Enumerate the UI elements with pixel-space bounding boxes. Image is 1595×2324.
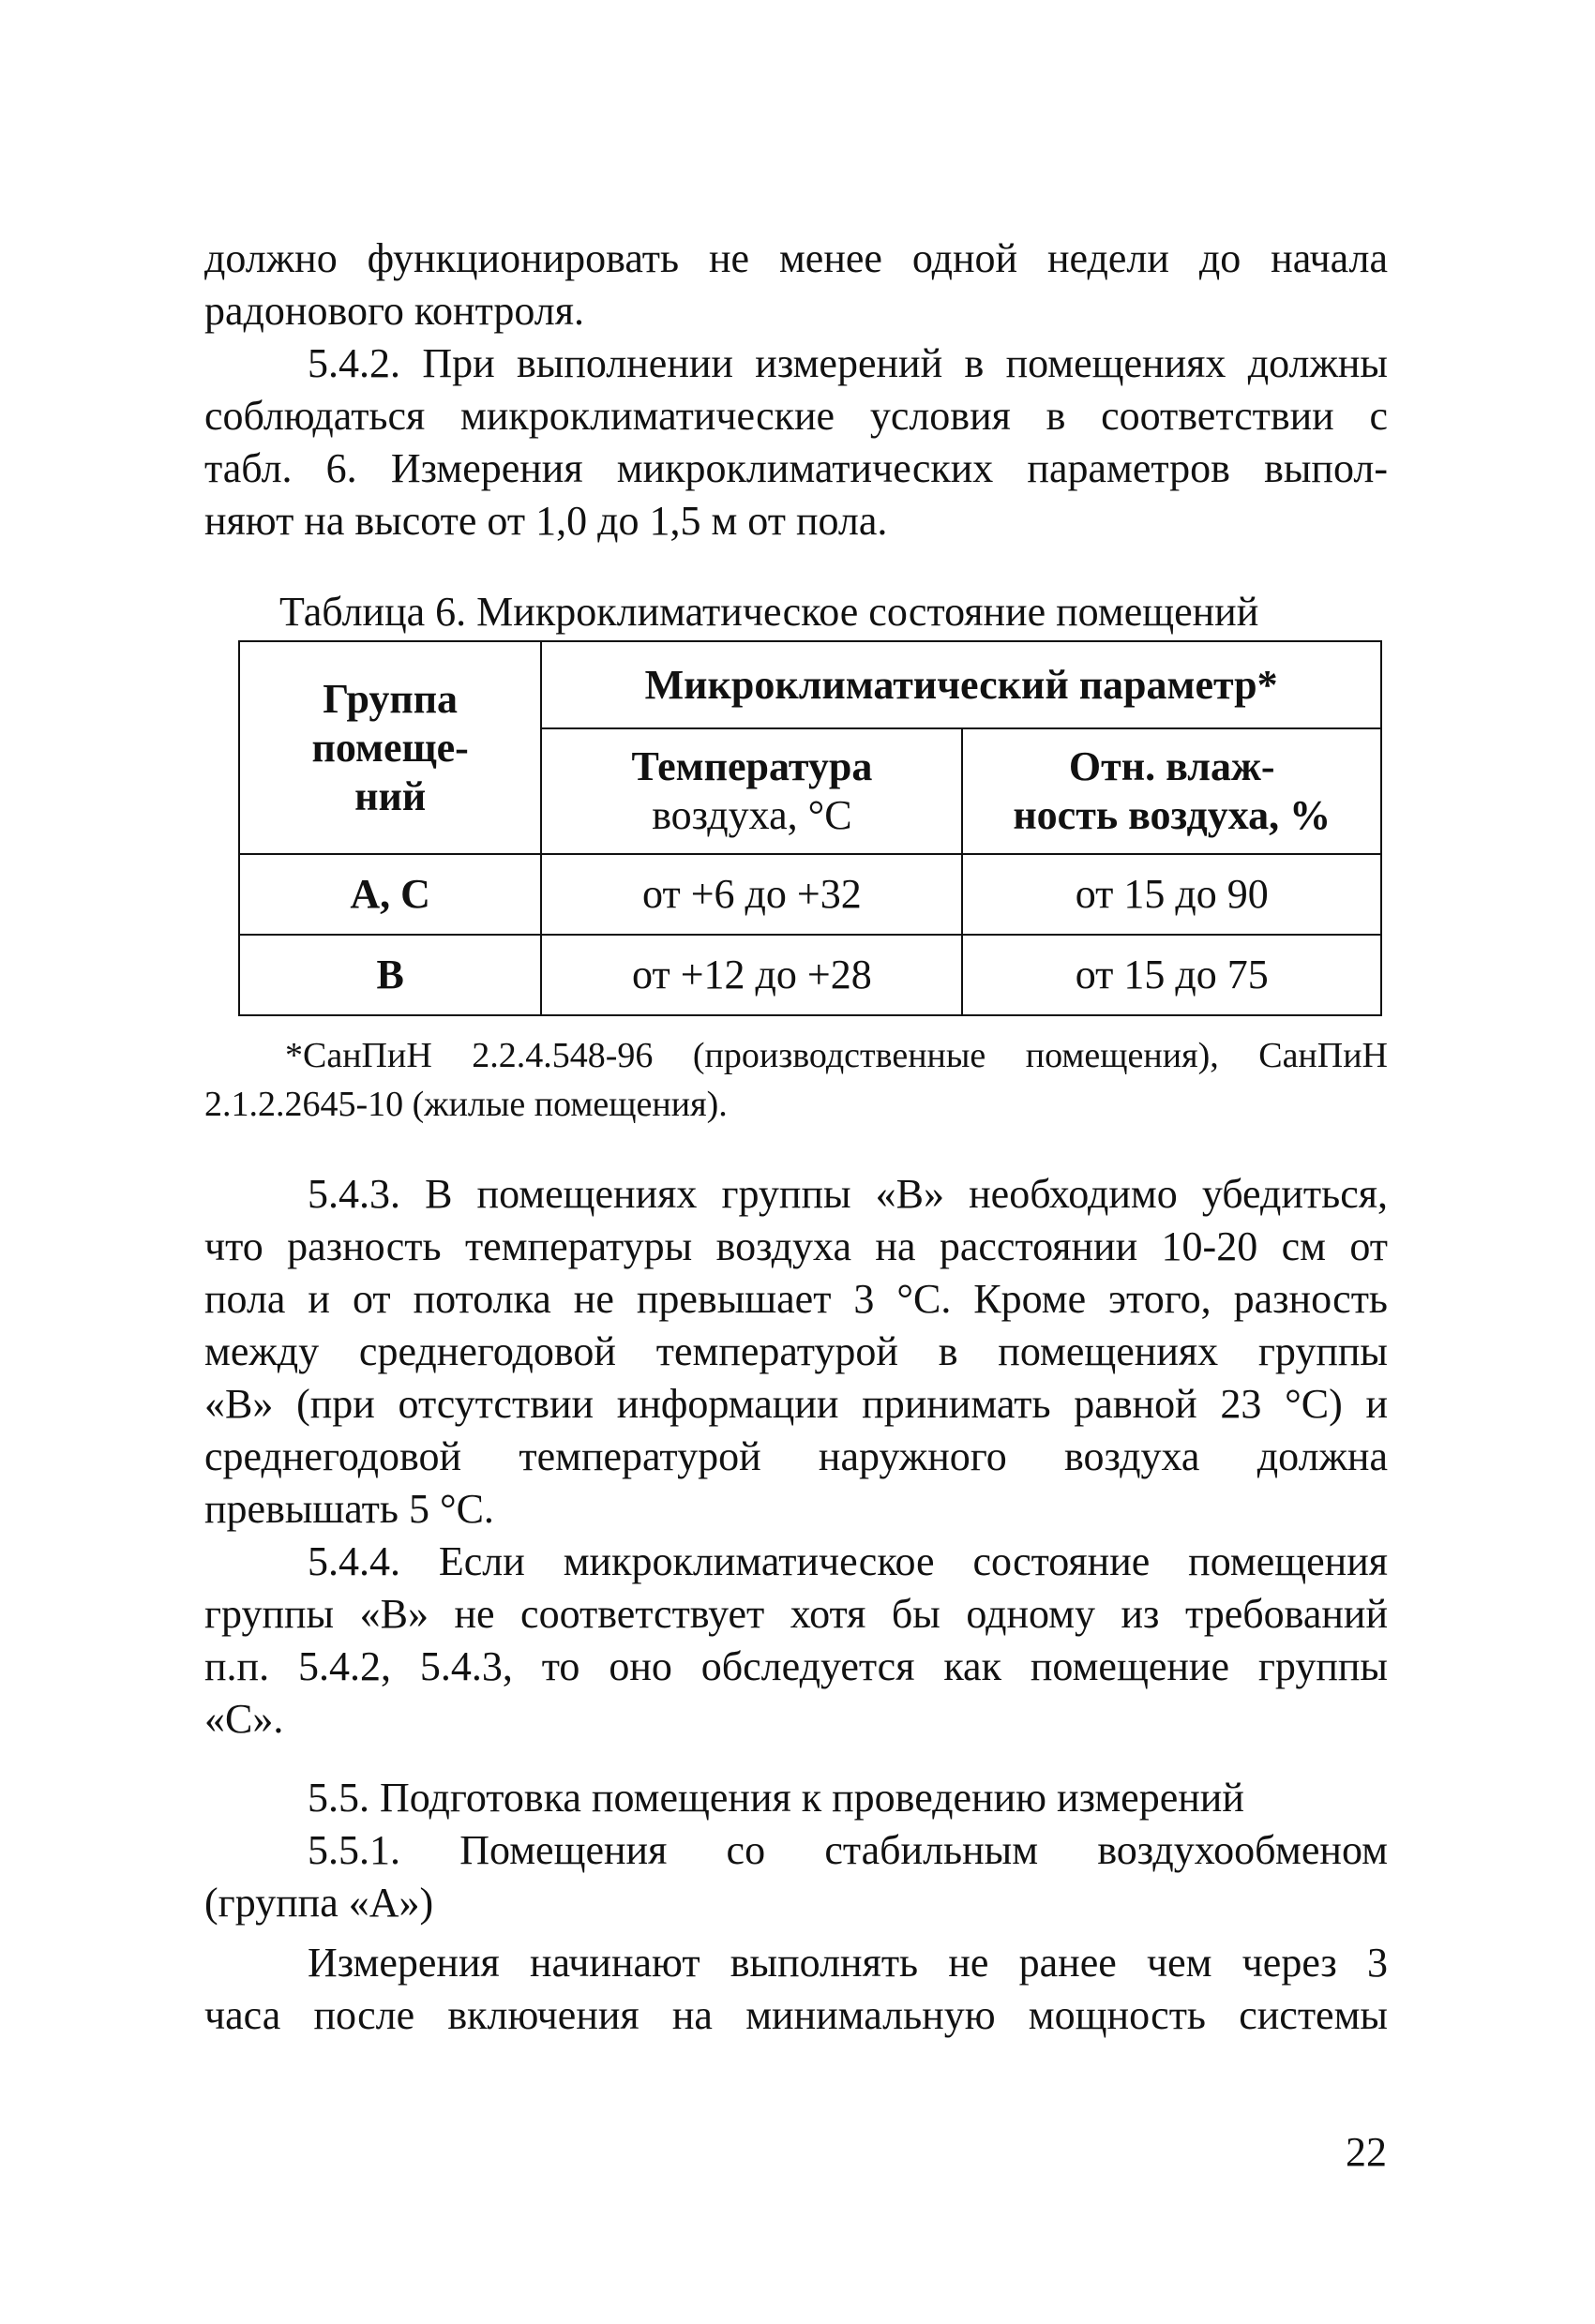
text-line: «В» (при отсутствии информации принимать равной 23 °С) и	[204, 1381, 1388, 1427]
paragraph-5-4-4	[204, 1536, 1388, 1746]
group-cell: А, С	[239, 854, 541, 935]
text-line: группы «В» не соответствует хотя бы одному из требований	[204, 1591, 1388, 1637]
table-header-row	[239, 641, 1381, 728]
text-line: среднегодовой температурой наружного воздуха должна	[204, 1433, 1388, 1479]
header-group-cell	[239, 641, 541, 854]
header-hum-line: Отн. влаж-	[1068, 743, 1275, 789]
text-line: «С».	[204, 1696, 284, 1742]
footnote-line: *СанПиН 2.2.4.548-96 (производственные помещения), СанПиН	[285, 1036, 1388, 1075]
header-temp-line: Температура	[631, 743, 873, 789]
text-line: что разность температуры воздуха на расстоянии 10-20 см от	[204, 1223, 1388, 1269]
text-line: 5.4.4. Если микроклиматическое состояние помещения	[308, 1538, 1388, 1584]
section-5-5	[204, 1772, 1388, 2042]
text-line: между среднегодовой температурой в помещениях группы	[204, 1328, 1388, 1374]
header-group-line: помеще-	[311, 724, 469, 771]
footnote-line: 2.1.2.2645-10 (жилые помещения).	[204, 1085, 728, 1124]
text-line: 5.4.2. При выполнении измерений в помещениях должны	[308, 340, 1388, 386]
text-line: няют на высоте от 1,0 до 1,5 м от пола.	[204, 498, 888, 544]
header-param-cell: Микроклиматический параметр*	[541, 641, 1381, 728]
hum-cell: от 15 до 75	[962, 935, 1381, 1015]
top-paragraph	[204, 232, 1388, 337]
page-number: 22	[1346, 2129, 1387, 2175]
header-temp-line: воздуха, °С	[652, 792, 852, 838]
group-cell: В	[239, 935, 541, 1015]
header-group-line: Группа	[323, 675, 459, 722]
microclimate-table	[238, 640, 1382, 1016]
text-line: радонового контроля.	[204, 288, 584, 334]
text-line: должно функционировать не менее одной недели до начала	[204, 235, 1388, 281]
paragraph-5-4-3	[204, 1168, 1388, 1536]
hum-cell: от 15 до 90	[962, 854, 1381, 935]
text-line: 5.5.1. Помещения со стабильным воздухообменом	[308, 1827, 1388, 1873]
header-temp-cell	[541, 728, 962, 854]
table-footnote	[204, 1031, 1388, 1129]
text-line: (группа «А»)	[204, 1880, 434, 1926]
header-hum-line: ность воздуха, %	[1013, 792, 1332, 838]
text-line: Измерения начинают выполнять не ранее чем через 3	[308, 1940, 1388, 1986]
temp-cell: от +12 до +28	[541, 935, 962, 1015]
text-line: соблюдаться микроклиматические условия в соответствии с	[204, 393, 1388, 439]
text-line: пола и от потолка не превышает 3 °С. Кроме этого, разность	[204, 1276, 1388, 1322]
text-line: часа после включения на минимальную мощность системы	[204, 1992, 1388, 2038]
text-line: табл. 6. Измерения микроклиматических параметров выпол-	[204, 445, 1388, 491]
table-row	[239, 854, 1381, 935]
section-heading: 5.5. Подготовка помещения к проведению измерений	[308, 1775, 1244, 1821]
temp-cell: от +6 до +32	[541, 854, 962, 935]
table-row	[239, 935, 1381, 1015]
header-hum-cell	[962, 728, 1381, 854]
text-line: п.п. 5.4.2, 5.4.3, то оно обследуется как помещение группы	[204, 1643, 1388, 1689]
paragraph-5-4-2	[204, 337, 1388, 547]
text-line: 5.4.3. В помещениях группы «В» необходимо убедиться,	[308, 1171, 1388, 1217]
text-line: превышать 5 °С.	[204, 1486, 494, 1532]
header-group-line: ний	[354, 772, 427, 819]
table-caption: Таблица 6. Микроклиматическое состояние помещений	[279, 589, 1259, 635]
